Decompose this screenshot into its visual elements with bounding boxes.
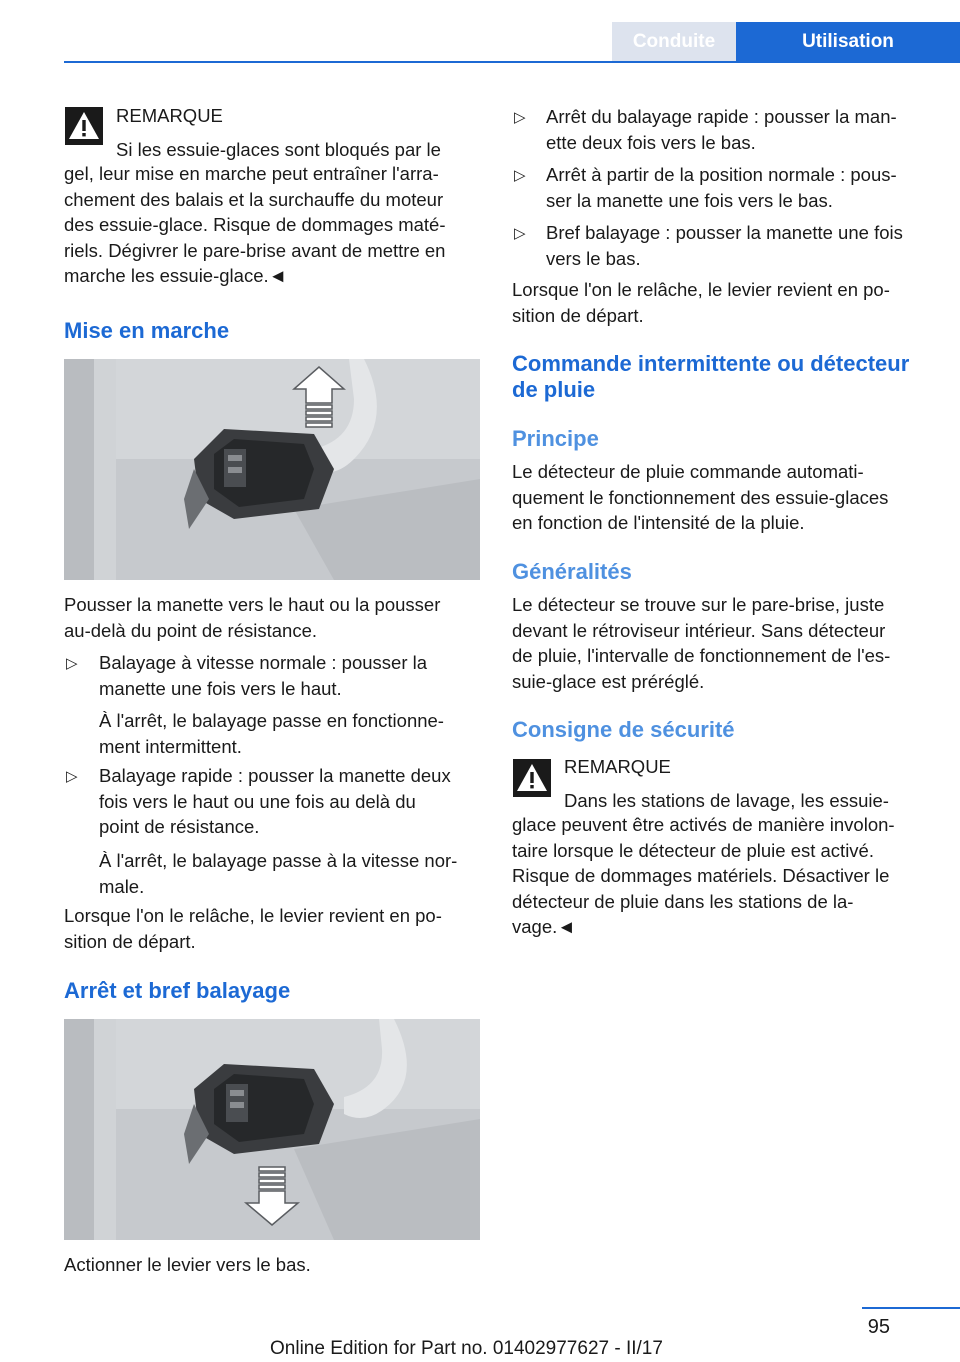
bullet-triangle-icon: ▷ <box>66 655 78 672</box>
warning-icon <box>65 107 103 145</box>
heading-arret-bref-balayage: Arrêt et bref balayage <box>64 978 291 1003</box>
bullet-triangle-icon: ▷ <box>514 109 526 126</box>
tab-conduite[interactable] <box>612 22 736 62</box>
bullet-brief-wipe: Bref balayage : pousser la manette une fois vers le bas. <box>546 222 903 269</box>
note1-text: gel, leur mise en marche peut entraîner l'arra- chement des balais et la surchauffe du moteur des essuie-glace. Risque de dommages maté- riels. Dégivrer le pare-brise avant de mettre en marche les essuie-glace.◄ <box>64 163 446 286</box>
note2-text: glace peuvent être activés de manière involon- taire lorsque le détecteur de pluie est activé. Risque de dommages matériels. Désactiver le détecteur de pluie dans les stations de la- vage.◄ <box>512 814 895 937</box>
heading-principe: Principe <box>512 426 599 451</box>
bullet-triangle-icon: ▷ <box>66 768 78 785</box>
note2-title: REMARQUE <box>564 756 671 777</box>
principe-text: Le détecteur de pluie commande automati- quement le fonctionnement des essuie-glaces en fonction de l'intensité de la pluie. <box>512 461 889 533</box>
bullet-normal-speed-detail: À l'arrêt, le balayage passe en fonctionne- ment intermittent. <box>99 710 444 757</box>
page-number: 95 <box>867 1316 890 1338</box>
tab-utilisation[interactable] <box>736 22 960 62</box>
release-text-right: Lorsque l'on le relâche, le levier revient en po- sition de départ. <box>512 279 890 326</box>
note1-line1: Si les essuie-glaces sont bloqués par le <box>116 139 441 160</box>
bullet-stop-normal: Arrêt à partir de la position normale : pous- ser la manette une fois vers le bas. <box>546 164 897 211</box>
edition-footer: Online Edition for Part no. 01402977627 - II/17 <box>270 1338 663 1359</box>
bullet-fast-speed: Balayage rapide : pousser la manette deux fois vers le haut ou une fois au delà du point de résistance. <box>99 765 451 837</box>
warning-icon <box>513 759 551 797</box>
bullet-stop-fast: Arrêt du balayage rapide : pousser la man- ette deux fois vers le bas. <box>546 106 897 153</box>
header-rule <box>64 61 960 63</box>
note2-line1: Dans les stations de lavage, les essuie- <box>564 790 889 811</box>
tab-conduite-label: Conduite <box>632 31 716 52</box>
bullet-normal-speed: Balayage à vitesse normale : pousser la manette une fois vers le haut. <box>99 652 428 699</box>
bullet-triangle-icon: ▷ <box>514 225 526 242</box>
heading-mise-en-marche: Mise en marche <box>64 318 230 343</box>
bullet-fast-speed-detail: À l'arrêt, le balayage passe à la vitesse nor- male. <box>99 850 458 897</box>
lever-up-illustration <box>64 359 480 580</box>
heading-commande-intermittente: Commande intermittente ou détecteur de pluie <box>512 351 910 402</box>
note1-title: REMARQUE <box>116 105 223 126</box>
page-number-rule <box>862 1307 960 1309</box>
bullet-triangle-icon: ▷ <box>514 167 526 184</box>
heading-generalites: Généralités <box>512 559 632 584</box>
generalites-text: Le détecteur se trouve sur le pare-brise, juste devant le rétroviseur intérieur. Sans détecteur de pluie, l'intervalle de fonctionnement de l'es- suie-glace est préréglé. <box>512 594 891 692</box>
caption-lever-up: Pousser la manette vers le haut ou la pousser au-delà du point de résistance. <box>64 594 441 641</box>
lever-down-illustration <box>64 1019 480 1240</box>
release-text-left: Lorsque l'on le relâche, le levier revient en po- sition de départ. <box>64 905 442 952</box>
caption-lever-down: Actionner le levier vers le bas. <box>64 1254 311 1275</box>
tab-utilisation-label: Utilisation <box>802 31 894 52</box>
heading-consigne-securite: Consigne de sécurité <box>512 717 735 742</box>
